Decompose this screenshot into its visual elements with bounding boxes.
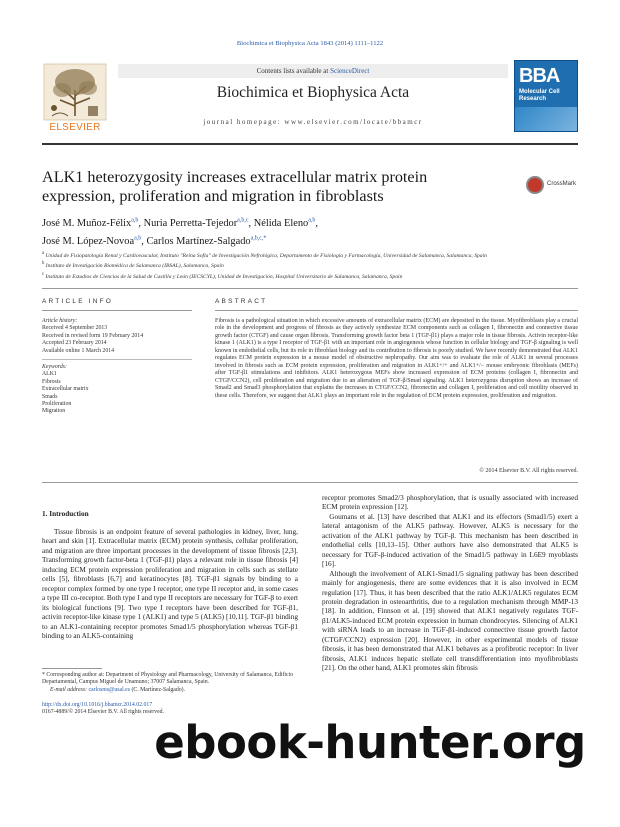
keyword: Smads	[42, 393, 58, 400]
doi-link[interactable]: http://dx.doi.org/10.1016/j.bbamcr.2014.02.017	[42, 702, 153, 708]
crossmark-badge[interactable]	[526, 172, 582, 198]
affiliation: $^a$ Unidad de Fisiopatología Renal y Cardiovascular, Instituto "Reina Sofía" de Investigación Nefrológica, Departamento de Fisiología y Farmacología, Universidad de Salamanca, Salamanca, Spain	[42, 251, 487, 259]
journal-name: Biochimica et Biophysica Acta	[216, 84, 410, 101]
affiliations-rule	[42, 288, 578, 289]
watermark-text: ebook-hunter.org	[154, 716, 586, 769]
author: Carlos Martínez-Salgado$^{a,b,c,*}$	[146, 235, 267, 247]
history-item: Received in revised form 19 February 2014	[42, 332, 144, 339]
keyword: Extracellular matrix	[42, 386, 89, 393]
contents-lists-bar	[118, 64, 508, 78]
author-list	[42, 214, 578, 249]
author-affil-marker[interactable]: a,b,c	[237, 218, 249, 224]
keywords-rule	[42, 359, 192, 360]
cover-graphic	[515, 107, 578, 132]
cover-subtitle: Molecular Cell Research	[519, 89, 560, 102]
cover-title: BBA	[519, 65, 560, 87]
author-affil-marker[interactable]: a,b	[131, 218, 139, 224]
author: Nélida Eleno$^{a,b}$,	[253, 218, 319, 230]
author-affil-marker[interactable]: a,b,c,*	[250, 235, 267, 242]
author: José M. Muñoz-Félix$^{a,b}$,	[42, 218, 144, 230]
author-affil-marker[interactable]: a,b	[308, 218, 316, 224]
history-item: Received 4 September 2013	[42, 325, 108, 332]
journal-cover-image	[514, 60, 578, 132]
keywords-label: Keywords:	[42, 364, 67, 371]
issn-line: 0167-4889/© 2014 Elsevier B.V. All rights reserved.	[42, 709, 164, 716]
history-label: Article history:	[42, 318, 78, 324]
affiliation: $^b$ Instituto de Investigación Biomédica de Salamanca (IBSAL), Salamanca, Spain	[42, 261, 224, 270]
running-head: Biochimica et Biophysica Acta 1843 (2014) 1111–1122	[236, 40, 384, 47]
introduction-heading: 1. Introduction	[42, 510, 89, 518]
abstract-rule	[215, 310, 578, 311]
article-info-heading: ARTICLE INFO	[42, 298, 114, 305]
footnote-rule	[42, 668, 102, 669]
crossmark-label: CrossMark	[547, 181, 577, 187]
abstract-end-rule	[42, 482, 578, 483]
corresponding-author-footnote	[42, 672, 298, 694]
keyword: Migration	[42, 408, 66, 415]
info-rule	[42, 310, 192, 311]
masthead-rule	[42, 143, 578, 145]
journal-homepage[interactable]: journal homepage: www.elsevier.com/locate/bbamcr	[203, 118, 423, 126]
abstract-heading: ABSTRACT	[215, 298, 268, 305]
footnote-email-line: E-mail address: carlosms@usal.es (C. Martínez-Salgado).	[50, 686, 186, 693]
elsevier-logo-text: ELSEVIER	[49, 122, 101, 133]
contents-prefix: Contents lists available at	[256, 67, 331, 75]
body-left-column: Tissue fibrosis is an endpoint feature of several pathologies in kidney, liver, lung, heart and skin [1]. Extracellular matrix (ECM) protein synthesis, cellular proliferation, and migration are three important processes in the development of tissue fibrosis [2,3]. Transforming growth factor-beta 1 (TGF-β1) plays a relevant role in tissue fibrosis [4] inducing ECM protein expression proliferation and migration in cells such as stellate cells [5], fibroblasts [6,7] and keratinocytes [8]. TGF-β1 signals by binding to a receptor complex formed by one type I receptor, one type II receptor and, in some cases a type III co-receptor. Both type I and type II receptors are necessary for TGF-β to exert its biological functions [9]. Two type I receptors have been described for TGF-β1, activin receptor-like kinase type 1 (ALK1) and type 5 (ALK5) [10,11]. TGF-β1 binding to an ALK1-containing receptor promotes Smad1/5 phosphorylation whereas TGF-β1 binding to an ALK5-containing	[42, 528, 298, 640]
keyword: ALK1	[42, 371, 57, 378]
affiliation: $^c$ Instituto de Estudios de Ciencias de la Salud de Castilla y León (IECSCYL), Unidad de Investigación, Hospital Universitario de Salamanca, Salamanca, Spain	[42, 271, 403, 280]
author-affil-marker[interactable]: a,b	[134, 235, 142, 242]
sciencedirect-link[interactable]: ScienceDirect	[330, 67, 370, 75]
article-info	[42, 318, 172, 416]
doi-block	[42, 702, 298, 717]
body-right-column: receptor promotes Smad2/3 phosphorylation, that is usually associated with increased ECM protein expression [12]. Goumans et al. [13] have described that ALK1 and its effectors (Smad1/5) exert a lateral antagonism of the ALK5 pathway. However, ALK5 is necessary for the activation of the ALK1 pathway by TGF-β. This mechanism has been described in endothelial cells [10,13–15]. Other authors have also demonstrated that ALK5 is necessary for TGF-β-induced activation of the Smad1/5 pathway in L6E9 myoblasts [16]. Although the involvement of ALK1-Smad1/5 signaling pathway has been described mainly for angiogenesis, there are some evidences that it is also involved in ECM regulation [17]. Thus, it has been described that the ratio ALK1/ALK5 regulates ECM protein degradation in osteoarthritis, due to a regulation mechanism through MMP-13 [18]. In addition, Finnson et al. [19] showed that ALK1 negatively regulates TGF-β1/ALK5-induced ECM protein expression in human chondrocytes. Silencing of ALK1 with siRNA leads to an increase in TGF-β1-induced connective tissue growth factor (CTGF/CCN2) expression [20]. However, in other experimental models of tissue fibrosis, it has been demonstrated that ALK1 behaves as a profibrotic receptor: In liver fibrosis, ALK1 induces hepatic stellate cell transdifferentiation into myofibroblasts [21]. On the other hand, ALK1 promotes skin fibrosis	[322, 494, 578, 673]
keyword: Proliferation	[42, 401, 72, 408]
author: Nuria Perretta-Tejedor$^{a,b,c}$,	[143, 218, 254, 230]
keyword: Fibrosis	[42, 378, 61, 385]
abstract-text: Fibrosis is a pathological situation in which excessive amounts of extracellular matrix (ECM) are deposited in the tissue. Myofibroblasts play a crucial role in the development and progress of fibrosis as they actively synthesize ECM components such as collagen I, fibronectin and connective tissue growth factor (CTGF) and cause organ fibrosis. Transforming growth factor beta 1 (TGF-β1) plays a major role in tissue fibrosis. Activin receptor-like kinase 1 (ALK1) is a type I receptor of TGF-β1 with an important role in angiogenesis whose function in cellular biology and TGF-β signaling is well known in endothelial cells, but its role in fibroblast biology and its contribution to fibrosis is poorly studied. We have recently demonstrated that ALK1 regulates ECM protein expression in a mouse model of obstructive nephropathy. Our aim was to evaluate the role of ALK1 in several processes involved in fibrosis such as ECM protein expression, proliferation and migration in ALK1+/+ and ALK1+/− mouse embryonic fibroblasts (MEFs) after TGF-β1 stimulations and inhibitors. ALK1 heterozygous MEFs show increased expression of ECM proteins (collagen I, fibronectin and CTGF/CCN2), cell proliferation and migration due to an alteration of TGF-β/Smad signaling. ALK1 heterozygous disruption shows an increase of Smad2 and Smad3 phosphorylation that explains the increases in CTGF/CCN2, fibronectin and collagen I, proliferation and cell motility observed in these cells. Therefore, we suggest that ALK1 plays an important role in the regulation of ECM protein expression, proliferation and migration.	[215, 318, 578, 399]
history-item: Available online 1 March 2014	[42, 347, 115, 354]
email-link[interactable]: carlosms@usal.es	[88, 686, 130, 693]
crossmark-icon	[526, 176, 544, 194]
author: José M. López-Novoa$^{a,b}$,	[42, 235, 147, 247]
affiliations	[42, 250, 602, 281]
article-title: ALK1 heterozygosity increases extracellular matrix protein expression, proliferation and migration in fibroblasts	[42, 168, 428, 205]
footnote-text: * Corresponding author at: Department of Physiology and Pharmacology, University of Salamanca, Edificio Departamental, Campus Miguel de Unamuno; 37007 Salamanca, Spain.	[42, 672, 294, 686]
abstract-copyright: © 2014 Elsevier B.V. All rights reserved.	[479, 468, 578, 474]
history-item: Accepted 23 February 2014	[42, 340, 107, 347]
